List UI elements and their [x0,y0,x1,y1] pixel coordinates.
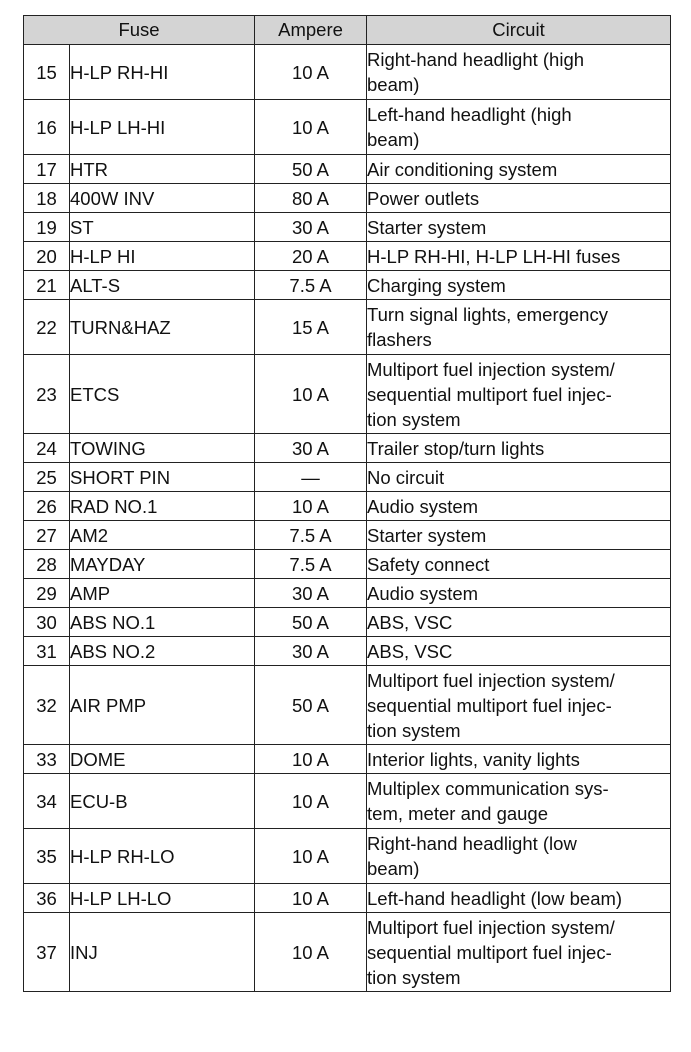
fuse-circuit: Multiport fuel injection system/ sequential multiport fuel injec- tion system [367,355,671,434]
fuse-name: ABS NO.1 [70,608,255,637]
fuse-number: 28 [24,550,70,579]
fuse-number: 32 [24,666,70,745]
fuse-ampere: 7.5 A [255,550,367,579]
fuse-name: AIR PMP [70,666,255,745]
fuse-number: 26 [24,492,70,521]
fuse-circuit: Starter system [367,521,671,550]
table-row [24,550,671,579]
table-row [24,608,671,637]
fuse-name: SHORT PIN [70,463,255,492]
fuse-name: AMP [70,579,255,608]
fuse-number: 30 [24,608,70,637]
fuse-ampere: 30 A [255,579,367,608]
fuse-name: 400W INV [70,184,255,213]
header-fuse: Fuse [24,16,255,45]
fuse-ampere: 10 A [255,355,367,434]
table-row [24,579,671,608]
fuse-name: INJ [70,913,255,992]
fuse-circuit: Right-hand headlight (low beam) [367,829,671,884]
fuse-name: H-LP LH-HI [70,100,255,155]
table-row [24,521,671,550]
table-row [24,774,671,829]
fuse-ampere: 10 A [255,745,367,774]
table-row [24,45,671,100]
fuse-number: 21 [24,271,70,300]
fuse-ampere: 15 A [255,300,367,355]
fuse-name: H-LP RH-LO [70,829,255,884]
fuse-circuit: Starter system [367,213,671,242]
fuse-name: RAD NO.1 [70,492,255,521]
fuse-ampere: 10 A [255,913,367,992]
fuse-circuit: Left-hand headlight (low beam) [367,884,671,913]
fuse-name: TURN&HAZ [70,300,255,355]
fuse-number: 25 [24,463,70,492]
table-row [24,355,671,434]
table-row [24,434,671,463]
fuse-ampere: 50 A [255,608,367,637]
table-row [24,155,671,184]
fuse-circuit: H-LP RH-HI, H-LP LH-HI fuses [367,242,671,271]
fuse-table [23,15,671,992]
fuse-ampere: 20 A [255,242,367,271]
table-row [24,637,671,666]
fuse-name: H-LP LH-LO [70,884,255,913]
fuse-circuit: Power outlets [367,184,671,213]
fuse-number: 18 [24,184,70,213]
fuse-name: ST [70,213,255,242]
fuse-number: 17 [24,155,70,184]
fuse-circuit: Audio system [367,492,671,521]
fuse-ampere: 10 A [255,774,367,829]
fuse-ampere: — [255,463,367,492]
fuse-number: 23 [24,355,70,434]
fuse-number: 24 [24,434,70,463]
fuse-number: 27 [24,521,70,550]
fuse-circuit: Air conditioning system [367,155,671,184]
table-row [24,271,671,300]
fuse-circuit: Multiport fuel injection system/ sequential multiport fuel injec- tion system [367,913,671,992]
fuse-number: 16 [24,100,70,155]
header-circuit: Circuit [367,16,671,45]
fuse-name: AM2 [70,521,255,550]
fuse-number: 37 [24,913,70,992]
fuse-circuit: ABS, VSC [367,637,671,666]
fuse-ampere: 30 A [255,213,367,242]
fuse-number: 31 [24,637,70,666]
fuse-ampere: 7.5 A [255,521,367,550]
fuse-name: ETCS [70,355,255,434]
fuse-name: ALT-S [70,271,255,300]
fuse-ampere: 10 A [255,492,367,521]
fuse-number: 35 [24,829,70,884]
fuse-circuit: Audio system [367,579,671,608]
fuse-number: 20 [24,242,70,271]
fuse-number: 19 [24,213,70,242]
fuse-number: 15 [24,45,70,100]
fuse-name: H-LP HI [70,242,255,271]
fuse-name: DOME [70,745,255,774]
table-row [24,100,671,155]
fuse-ampere: 80 A [255,184,367,213]
header-row [24,16,671,45]
table-row [24,884,671,913]
fuse-ampere: 50 A [255,155,367,184]
fuse-circuit: No circuit [367,463,671,492]
fuse-circuit: Trailer stop/turn lights [367,434,671,463]
fuse-circuit: Left-hand headlight (high beam) [367,100,671,155]
fuse-name: ABS NO.2 [70,637,255,666]
fuse-ampere: 10 A [255,829,367,884]
table-row [24,300,671,355]
fuse-name: MAYDAY [70,550,255,579]
fuse-number: 36 [24,884,70,913]
header-ampere: Ampere [255,16,367,45]
fuse-name: ECU-B [70,774,255,829]
table-row [24,492,671,521]
table-row [24,829,671,884]
table-row [24,184,671,213]
table-row [24,913,671,992]
fuse-circuit: Charging system [367,271,671,300]
fuse-number: 29 [24,579,70,608]
fuse-number: 33 [24,745,70,774]
table-row [24,213,671,242]
fuse-ampere: 10 A [255,884,367,913]
fuse-name: H-LP RH-HI [70,45,255,100]
fuse-circuit: Multiplex communication sys- tem, meter and gauge [367,774,671,829]
fuse-ampere: 50 A [255,666,367,745]
fuse-name: HTR [70,155,255,184]
table-row [24,463,671,492]
fuse-ampere: 30 A [255,434,367,463]
fuse-circuit: Right-hand headlight (high beam) [367,45,671,100]
fuse-ampere: 7.5 A [255,271,367,300]
fuse-name: TOWING [70,434,255,463]
fuse-circuit: Turn signal lights, emergency flashers [367,300,671,355]
fuse-circuit: Safety connect [367,550,671,579]
fuse-circuit: Multiport fuel injection system/ sequential multiport fuel injec- tion system [367,666,671,745]
table-row [24,242,671,271]
fuse-ampere: 10 A [255,45,367,100]
fuse-number: 34 [24,774,70,829]
fuse-ampere: 10 A [255,100,367,155]
fuse-ampere: 30 A [255,637,367,666]
fuse-circuit: Interior lights, vanity lights [367,745,671,774]
table-row [24,745,671,774]
table-row [24,666,671,745]
fuse-circuit: ABS, VSC [367,608,671,637]
fuse-number: 22 [24,300,70,355]
